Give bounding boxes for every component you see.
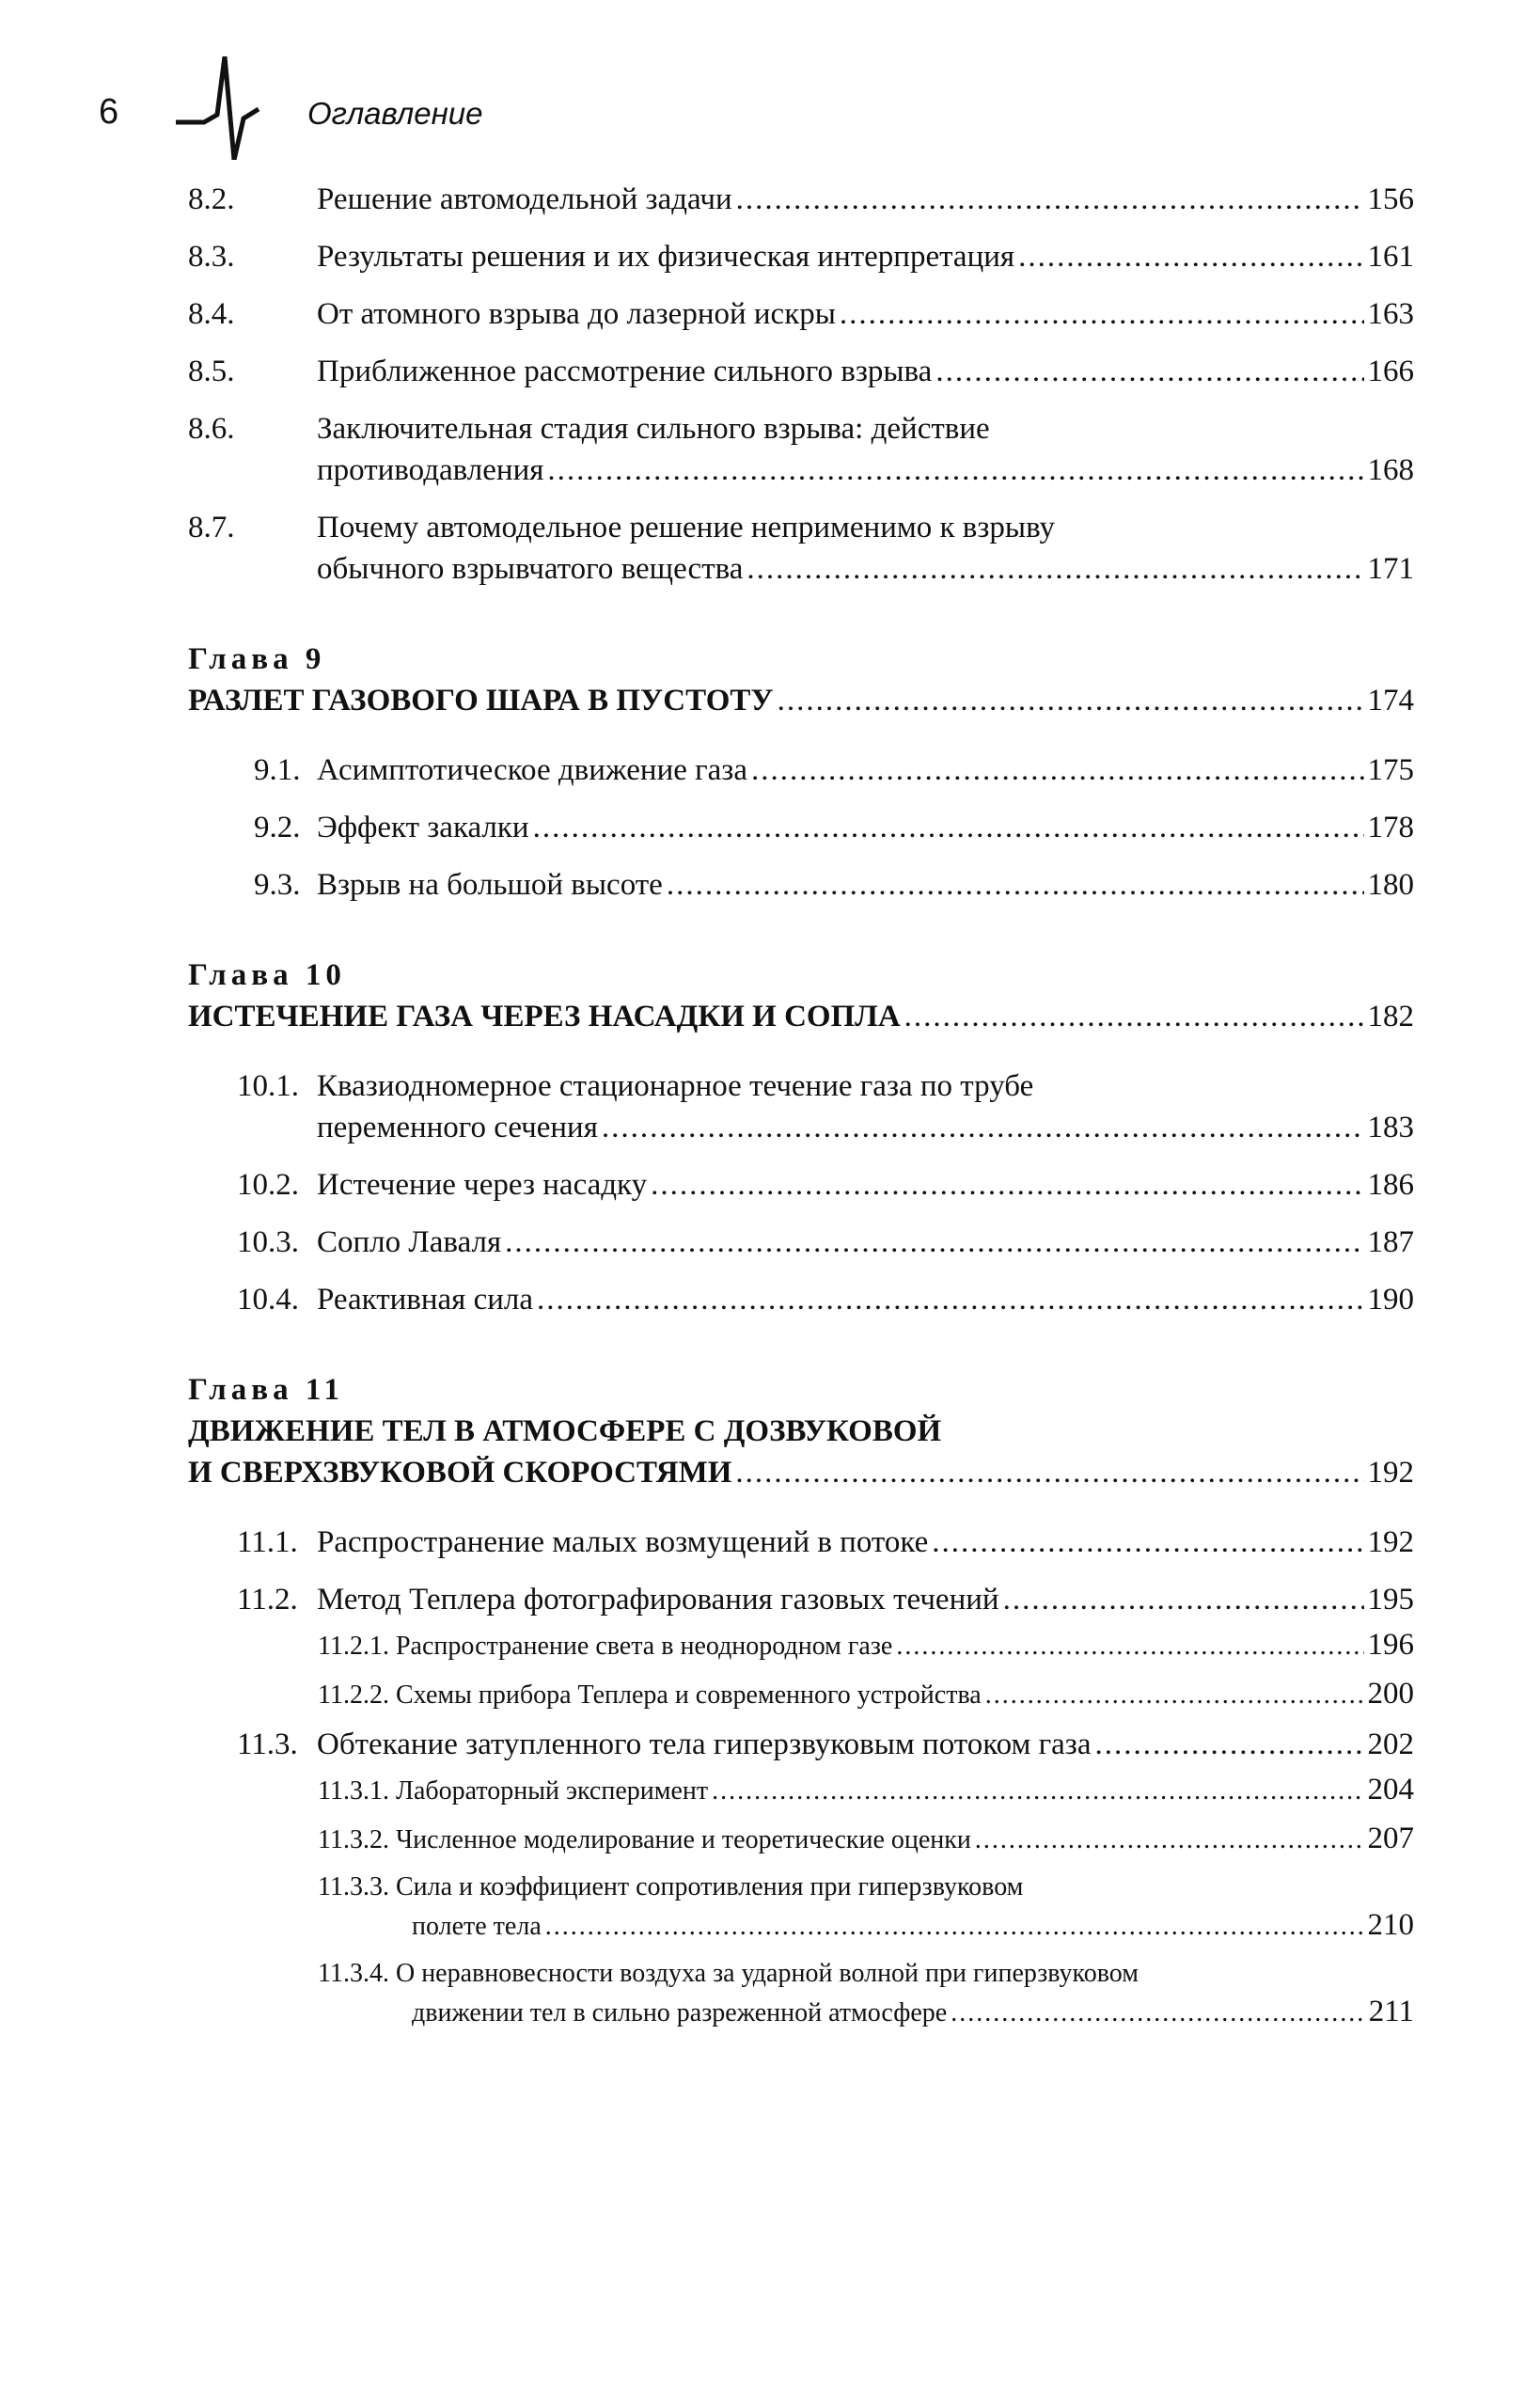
running-title: Оглавление — [307, 96, 483, 131]
toc-entry-11-3-4[interactable] — [188, 1955, 1414, 2032]
page-ref: 204 — [1367, 1773, 1414, 1806]
section-number: 8.4. — [188, 297, 235, 331]
section-title: Метод Теплера фотографирования газовых течений — [317, 1583, 999, 1617]
section-number: 10.4. — [237, 1283, 299, 1317]
toc-entry-11-3-3[interactable] — [188, 1869, 1414, 1946]
toc-entry-8-3[interactable] — [188, 236, 1414, 277]
page-number: 6 — [99, 92, 119, 132]
section-title-line: Почему автомодельное решение неприменимо к взрыву — [317, 511, 1056, 544]
toc-entry-11-3[interactable] — [188, 1724, 1414, 1765]
section-number: 9.3. — [254, 868, 301, 902]
page-ref: 187 — [1367, 1225, 1414, 1259]
page-ref: 161 — [1367, 240, 1414, 274]
leader-dots — [932, 1522, 1363, 1563]
pulse-wave-icon — [176, 56, 265, 160]
page-ref: 166 — [1367, 355, 1414, 388]
chapter-10-sections — [188, 1065, 1414, 1320]
section-title: Приближенное рассмотрение сильного взрыва — [317, 355, 933, 388]
leader-dots — [1018, 236, 1363, 277]
toc-entry-11-1[interactable] — [188, 1522, 1414, 1563]
chapter-label: Глава 11 — [188, 1373, 345, 1407]
section-title-line: Заключительная стадия сильного взрыва: действие — [317, 412, 990, 446]
page-ref: 192 — [1367, 1525, 1414, 1559]
page-ref: 190 — [1367, 1283, 1414, 1317]
subsection-number: 11.2.1. — [318, 1632, 389, 1661]
page-ref: 195 — [1367, 1583, 1414, 1617]
toc-entry-8-7[interactable] — [188, 507, 1414, 590]
leader-dots — [975, 1822, 1364, 1859]
section-title: Асимптотическое движение газа — [317, 753, 747, 787]
page-ref: 196 — [1367, 1628, 1414, 1662]
page-ref: 171 — [1367, 552, 1414, 586]
leader-dots — [1094, 1724, 1363, 1765]
subsection-title: Схемы прибора Теплера и современного устройства — [395, 1680, 982, 1710]
section-title-line: обычного взрывчатого вещества — [317, 552, 744, 586]
section-number: 11.2. — [237, 1583, 298, 1617]
leader-dots — [667, 864, 1364, 906]
page-ref: 202 — [1367, 1727, 1414, 1761]
chapter-title-line: И СВЕРХЗВУКОВОЙ СКОРОСТЯМИ — [188, 1456, 732, 1490]
section-title: Эффект закалки — [317, 811, 529, 844]
toc-entry-10-4[interactable] — [188, 1279, 1414, 1320]
toc-entry-9-1[interactable] — [188, 749, 1414, 791]
section-title: Истечение через насадку — [317, 1168, 648, 1202]
leader-dots — [651, 1164, 1363, 1206]
page-ref: 174 — [1367, 684, 1414, 718]
section-title: Взрыв на большой высоте — [317, 868, 663, 902]
section-title: Распространение малых возмущений в потоке — [317, 1525, 929, 1559]
leader-dots — [735, 1452, 1363, 1493]
toc-entry-9-2[interactable] — [188, 807, 1414, 848]
section-title: Реактивная сила — [317, 1283, 534, 1317]
leader-dots — [935, 351, 1363, 392]
leader-dots — [778, 680, 1364, 721]
page-ref: 210 — [1367, 1908, 1414, 1942]
leader-dots — [547, 450, 1363, 491]
leader-dots — [985, 1677, 1364, 1714]
leader-dots — [904, 996, 1364, 1037]
toc-entry-8-2[interactable] — [188, 179, 1414, 220]
leader-dots — [751, 749, 1364, 791]
page-ref: 163 — [1367, 297, 1414, 331]
section-number: 11.1. — [237, 1525, 298, 1559]
page-ref: 156 — [1367, 182, 1414, 216]
chapter-title: ИСТЕЧЕНИЕ ГАЗА ЧЕРЕЗ НАСАДКИ И СОПЛА — [188, 1000, 901, 1033]
subsection-number: 11.3.2. — [318, 1825, 389, 1854]
subsection-title-line: полете тела — [412, 1912, 542, 1941]
page-ref: 186 — [1367, 1168, 1414, 1202]
toc-entry-9-3[interactable] — [188, 864, 1414, 906]
leader-dots — [1003, 1579, 1364, 1620]
subsection-number: 11.3.4. — [318, 1959, 389, 1988]
chapter-label: Глава 10 — [188, 958, 346, 992]
section-title: Решение автомодельной задачи — [317, 182, 732, 216]
section-title: От атомного взрыва до лазерной искры — [317, 297, 836, 331]
subsection-number: 11.3.1. — [318, 1776, 389, 1806]
section-title: Сопло Лаваля — [317, 1225, 502, 1259]
section-number: 8.5. — [188, 355, 235, 388]
leader-dots — [736, 179, 1364, 220]
page-ref: 182 — [1367, 1000, 1414, 1033]
subsection-number: 11.3.3. — [318, 1872, 389, 1901]
page-ref: 192 — [1367, 1456, 1414, 1490]
section-title-line: переменного сечения — [317, 1111, 598, 1144]
section-title-line: противодавления — [317, 453, 544, 487]
leader-dots — [545, 1908, 1364, 1946]
chapter-10-heading[interactable] — [188, 954, 1414, 1037]
leader-dots — [505, 1222, 1363, 1263]
section-number: 10.3. — [237, 1225, 299, 1259]
table-of-contents — [188, 179, 1414, 2042]
toc-entry-11-2[interactable] — [188, 1579, 1414, 1620]
page-ref: 183 — [1367, 1111, 1414, 1144]
toc-entry-11-3-2[interactable] — [188, 1820, 1414, 1859]
section-number: 10.2. — [237, 1168, 299, 1202]
toc-entry-11-3-1[interactable] — [188, 1771, 1414, 1810]
toc-entry-8-5[interactable] — [188, 351, 1414, 392]
chapter-9-sections — [188, 749, 1414, 906]
leader-dots — [840, 293, 1364, 335]
subsection-title-line: О неравновесности воздуха за ударной волной при гиперзвуковом — [395, 1959, 1139, 1988]
section-number: 9.1. — [254, 753, 301, 787]
chapter-title-line: ДВИЖЕНИЕ ТЕЛ В АТМОСФЕРЕ С ДОЗВУКОВОЙ — [188, 1414, 942, 1448]
toc-entry-10-3[interactable] — [188, 1222, 1414, 1263]
section-number: 10.1. — [237, 1069, 299, 1103]
chapter-8-sections — [188, 179, 1414, 590]
page-ref: 178 — [1367, 811, 1414, 844]
page-ref: 180 — [1367, 868, 1414, 902]
toc-entry-11-2-2[interactable] — [188, 1675, 1414, 1714]
page-ref: 207 — [1367, 1822, 1414, 1855]
toc-entry-10-2[interactable] — [188, 1164, 1414, 1206]
section-number: 9.2. — [254, 811, 301, 844]
chapter-9-heading[interactable] — [188, 639, 1414, 721]
page-ref: 211 — [1368, 1995, 1414, 2028]
leader-dots — [951, 1995, 1365, 2032]
section-number: 8.2. — [188, 182, 235, 216]
subsection-title: Численное моделирование и теоретические оценки — [395, 1825, 971, 1854]
section-number: 11.3. — [237, 1727, 298, 1761]
page-ref: 200 — [1367, 1677, 1414, 1711]
page-ref: 168 — [1367, 453, 1414, 487]
leader-dots — [746, 548, 1363, 590]
toc-entry-8-4[interactable] — [188, 293, 1414, 335]
chapter-11-sections — [188, 1522, 1414, 2032]
toc-entry-8-6[interactable] — [188, 408, 1414, 491]
subsection-title: Лабораторный эксперимент — [395, 1776, 709, 1806]
leader-dots — [533, 807, 1364, 848]
page-header — [99, 56, 757, 160]
leader-dots — [602, 1107, 1364, 1148]
section-title: Обтекание затупленного тела гиперзвуковым потоком газа — [317, 1727, 1092, 1761]
section-title-line: Квазиодномерное стационарное течение газа по трубе — [317, 1069, 1034, 1103]
leader-dots — [712, 1773, 1363, 1810]
section-title: Результаты решения и их физическая интерпретация — [317, 240, 1015, 274]
subsection-title: Распространение света в неоднородном газе — [395, 1632, 893, 1661]
subsection-number: 11.2.2. — [318, 1680, 389, 1710]
section-number: 8.6. — [188, 412, 235, 446]
page-ref: 175 — [1367, 753, 1414, 787]
chapter-label: Глава 9 — [188, 642, 326, 676]
leader-dots — [896, 1628, 1363, 1665]
subsection-title-line: Сила и коэффициент сопротивления при гиперзвуковом — [395, 1872, 1024, 1901]
leader-dots — [537, 1279, 1363, 1320]
chapter-title: РАЗЛЕТ ГАЗОВОГО ШАРА В ПУСТОТУ — [188, 684, 774, 718]
toc-entry-10-1[interactable] — [188, 1065, 1414, 1148]
section-number: 8.3. — [188, 240, 235, 274]
subsection-title-line: движении тел в сильно разреженной атмосфере — [412, 1998, 948, 2027]
chapter-11-heading[interactable] — [188, 1369, 1414, 1493]
toc-entry-11-2-1[interactable] — [188, 1626, 1414, 1665]
section-number: 8.7. — [188, 511, 235, 544]
